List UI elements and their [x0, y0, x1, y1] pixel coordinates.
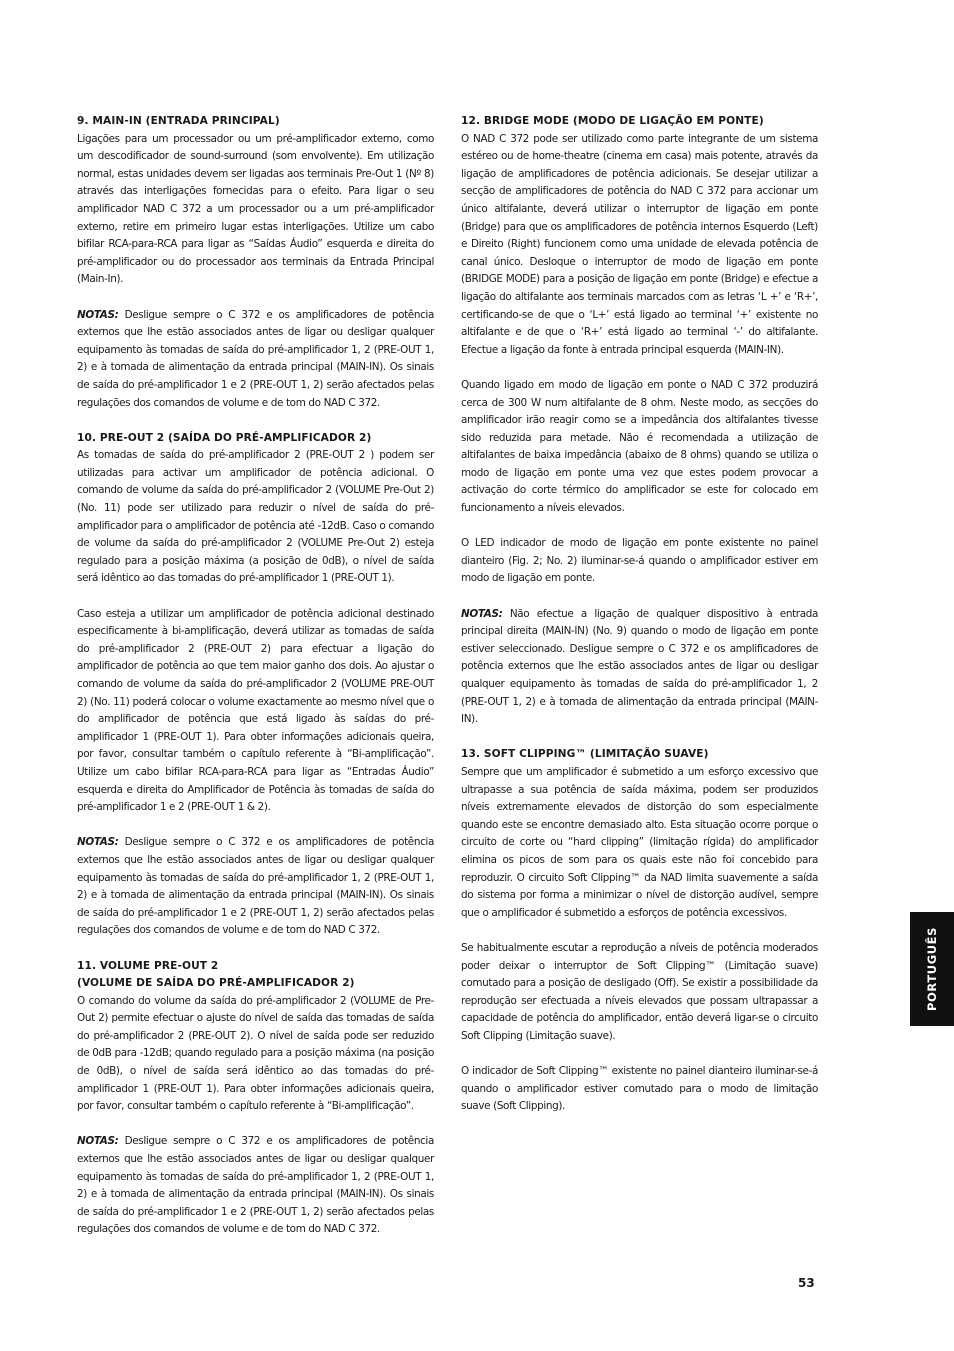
- section-13-heading: 13. SOFT CLIPPING™ (LIMITAÇÃO SUAVE): [461, 748, 709, 761]
- section-11-paragraph: O comando do volume da saída do pré-amplificador 2 (VOLUME de Pre-Out 2) permite efectuar o ajuste do nível de saída das tomadas de saída do pré-amplificador 2 (PRE-OUT 2). O nível de saída pode ser reduzido de 0dB para -12dB; quando regulado para a posição máxima (na posição de 0dB), o nível de saída será idêntico ao das tomadas do pré-amplificador 1 (PRE-OUT 1). Para obter informações adicionais queira, por favor, consultar também o capítulo referente à “Bi-amplificação”.: [77, 994, 434, 1113]
- language-tab: [910, 912, 954, 1026]
- note-text: Desligue sempre o C 372 e os amplificadores de potência externos que lhe estão associados antes de ligar ou desligar qualquer equipamento às tomadas de saída do pré-amplificador 1, 2 (PRE-OUT 1, 2) e à tomada de alimentação da entrada principal (MAIN-IN). Os sinais de saída do pré-amplificador 1 e 2 (PRE-OUT 1, 2) serão afectados pelas regulações dos comandos de volume e de tom do NAD C 372.: [77, 308, 434, 409]
- section-13-paragraph-1: Sempre que um amplificador é submetido a um esforço excessivo que ultrapasse a sua potência de saída máxima, podem ser produzidos níveis extremamente elevados de distorção do som especialmente quando este se encontre demasiado alto. Esta situação ocorre porque o circuito de corte ou “hard clipping” (limitação rígida) do amplificador elimina os picos de som para os quais este não foi concebido para reproduzir. O circuito Soft Clipping™ da NAD limita suavemente a saída do sistema por forma a minimizar o nível de distorção audível, sempre que o amplificador é submetido a esforços de potência excessivos.: [461, 765, 818, 919]
- note-label: NOTAS:: [77, 1135, 119, 1148]
- section-12-paragraph-1: O NAD C 372 pode ser utilizado como parte integrante de um sistema estéreo ou de home-theatre (cinema em casa) mais potente, através da ligação de amplificadores de potência adicionais. Se desejar utilizar a secção de amplificadores de potência do NAD C 372 para accionar um único altifalante, deverá utilizar o interruptor de ligação em ponte (Bridge) para que os amplificadores de potência internos Esquerdo (Left) e Direito (Right) funcionem como uma unidade de elevada potência de canal único. Desloque o interruptor de modo de ligação em ponte (BRIDGE MODE) para a posição de ligação em ponte (Bridge) e efectue a ligação do altifalante aos terminais marcados com as letras ‘L +’ e ‘R+’, certificando-se de que o ‘L+’ está ligado ao terminal ‘+’ existente no altifalante e de que o ‘R+’ está ligado ao terminal ‘-’ do altifalante. Efectue a ligação da fonte à entrada principal esquerda (MAIN-IN).: [461, 132, 818, 356]
- section-10-paragraph-1: As tomadas de saída do pré-amplificador 2 (PRE-OUT 2 ) podem ser utilizadas para activar um amplificador de potência adicional. O comando de volume da saída do pré-amplificador 2 (VOLUME Pre-Out 2) (No. 11) pode ser utilizado para reduzir o nível de saída do pré-amplificador para o amplificador de potência até -12dB. Caso o comando de volume da saída do pré-amplificador 2 (VOLUME Pre-Out 2) esteja regulado para a posição máxima (a posição de 0dB), o nível de saída será idêntico ao das tomadas do pré-amplificador 1 (PRE-OUT 1).: [77, 449, 434, 585]
- section-12-paragraph-2: Quando ligado em modo de ligação em ponte o NAD C 372 produzirá cerca de 300 W num altifalante de 8 ohm. Neste modo, as secções do amplificador irão reagir como se a impedância dos altifalantes tivesse sido reduzida para metade. Não é recomendada a utilização de altifalantes de baixa impedância (abaixo de 8 ohms) quando se utiliza o modo de ligação em ponte uma vez que estes podem provocar a activação do corte térmico do amplificador se este for colocado em funcionamento a níveis elevados.: [461, 378, 818, 515]
- section-10-heading: 10. PRE-OUT 2 (SAÍDA DO PRÉ-AMPLIFICADOR 2): [77, 431, 372, 444]
- section-11-note: [77, 1133, 434, 1239]
- section-10-paragraph-2: Caso esteja a utilizar um amplificador de potência adicional destinado especificamente à bi-amplificação, deverá utilizar as tomadas de saída do pré-amplificador 2 (PRE-OUT 2) para efectuar a ligação do amplificador de potência ao que tem maior ganho dos dois. Ao ajustar o comando de volume da saída do pré-amplificador 2 (VOLUME PRE-OUT 2) (No. 11) poderá colocar o volume exactamente ao mesmo nível que o do amplificador de potência que está ligado às saídas do pré-amplificador 1 (PRE-OUT 1). Para obter informações adicionais queira, por favor, consultar também o capítulo referente à “Bi-amplificação”. Utilize um cabo bifilar RCA-para-RCA para ligar as “Entradas Áudio” esquerda e direita do Amplificador de Potência às tomadas de saída do pré-amplificador 1 e 2 (PRE-OUT 1 & 2).: [77, 607, 434, 814]
- note-text: Desligue sempre o C 372 e os amplificadores de potência externos que lhe estão associados antes de ligar ou desligar qualquer equipamento às tomadas de saída do pré-amplificador 1, 2 (PRE-OUT 1, 2) e à tomada de alimentação da entrada principal (MAIN-IN). Os sinais de saída do pré-amplificador 1 e 2 (PRE-OUT 1, 2) serão afectados pelas regulações dos comandos de volume e de tom do NAD C 372.: [77, 836, 434, 937]
- section-12-paragraph-3: O LED indicador de modo de ligação em ponte existente no painel dianteiro (Fig. 2; No. 2) iluminar-se-á quando o amplificador estiver em modo de ligação em ponte.: [461, 537, 818, 585]
- note-text: Desligue sempre o C 372 e os amplificadores de potência externos que lhe estão associados antes de ligar ou desligar qualquer equipamento às tomadas de saída do pré-amplificador 1, 2 (PRE-OUT 1, 2) e à tomada de alimentação da entrada principal (MAIN-IN). Os sinais de saída do pré-amplificador 1 e 2 (PRE-OUT 1, 2) serão afectados pelas regulações dos comandos de volume e de tom do NAD C 372.: [77, 1135, 434, 1236]
- section-13-paragraph-2: Se habitualmente escutar a reprodução a níveis de potência moderados poder deixar o interruptor de Soft Clipping™ (Limitação suave) comutado para a posição de desligado (Off). Se existir a possibilidade da reprodução ser efectuada a níveis elevados que possam ultrapassar a capacidade de potência do amplificador, então deverá ligar-se o circuito Soft Clipping (Limitação suave).: [461, 941, 818, 1042]
- page-number: 53: [798, 1276, 815, 1290]
- section-10-note: [77, 834, 434, 940]
- section-11-heading-line-2: (VOLUME DE SAÍDA DO PRÉ-AMPLIFICADOR 2): [77, 977, 355, 990]
- note-text: Não efectue a ligação de qualquer dispositivo à entrada principal direita (MAIN-IN) (No. 9) quando o modo de ligação em ponte estiver seleccionado. Desligue sempre o C 372 e os amplificadores de potência externos que lhe estão associados antes de ligar ou desligar qualquer equipamento às tomadas de saída do pré-amplificador 1, 2 (PRE-OUT 1, 2) e à tomada de alimentação da entrada principal (MAIN-IN).: [461, 607, 818, 726]
- section-12-heading: 12. BRIDGE MODE (MODO DE LIGAÇÃO EM PONTE): [461, 115, 764, 127]
- section-9-note: [77, 307, 434, 413]
- right-column: [461, 113, 818, 1116]
- section-9-heading: 9. MAIN-IN (ENTRADA PRINCIPAL): [77, 115, 280, 127]
- section-9-paragraph: Ligações para um processador ou um pré-amplificador externo, como um descodificador de sound-surround (som envolvente). Em utilização normal, estas unidades devem ser ligadas aos terminais Pre-Out 1 (Nº 8) através das interligações fornecidas para o efeito. Para ligar o seu amplificador NAD C 372 a um processador ou a um pré-amplificador externo, retire em primeiro lugar estas interligações. Utilize um cabo bifilar RCA-para-RCA para ligar as “Saídas Áudio” esquerda e direita do pré-amplificador ou do processador aos terminais da Entrada Principal (Main-In).: [77, 132, 434, 286]
- section-11-heading-line-1: 11. VOLUME PRE-OUT 2: [77, 959, 219, 972]
- note-label: NOTAS:: [77, 308, 119, 321]
- section-12-note: [461, 606, 818, 729]
- note-label: NOTAS:: [461, 607, 503, 620]
- left-column: [77, 113, 434, 1239]
- language-tab-label: PORTUGUÊS: [925, 926, 939, 1012]
- note-label: NOTAS:: [77, 836, 119, 849]
- section-13-paragraph-3: O indicador de Soft Clipping™ existente no painel dianteiro iluminar-se-á quando o amplificador estiver comutado para o modo de limitação suave (Soft Clipping).: [461, 1065, 818, 1113]
